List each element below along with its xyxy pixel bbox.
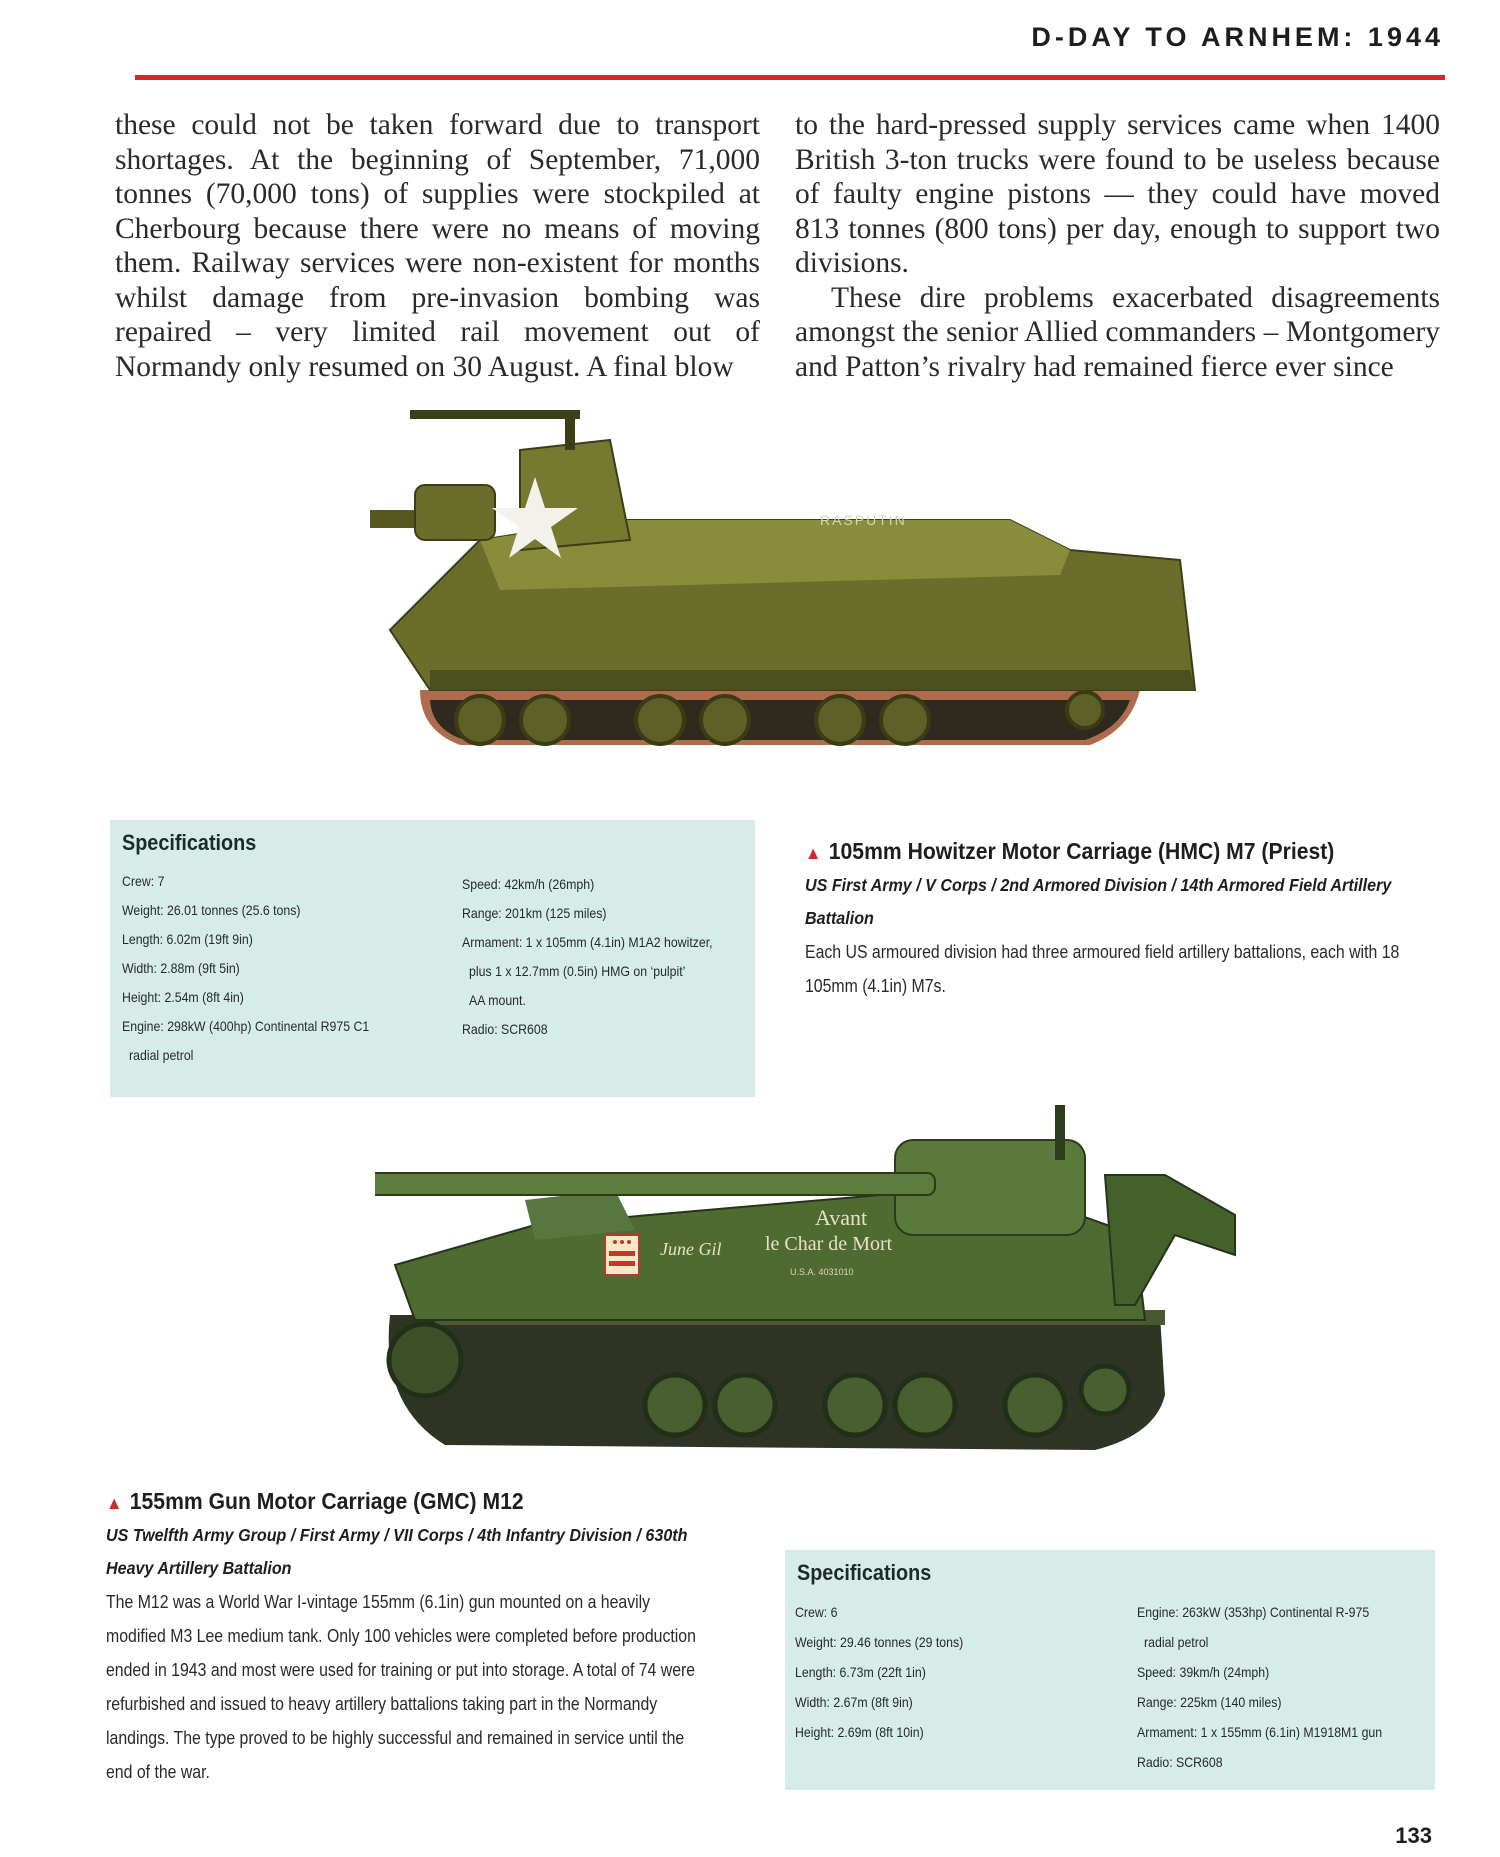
- body-column-right: [795, 108, 1440, 384]
- caption-title: [805, 838, 1431, 865]
- spec-line: Width: 2.67m (8ft 9in): [795, 1694, 913, 1710]
- spec-line: Crew: 6: [795, 1604, 838, 1620]
- body-paragraph: these could not be taken forward due to transport shortages. At the beginning of September, 71,000 tonnes (70,000 tons) of supplies were stockpiled at Cherbourg because there were no means of moving them. Railway services were non-existent for months whilst damage from pre-invasion bombing was repaired – very limited rail movement out of Normandy only resumed on 30 August. A final blow: [115, 109, 760, 383]
- spec-line: Length: 6.73m (22ft 1in): [795, 1664, 926, 1680]
- m12-gun-breech: [895, 1105, 1085, 1235]
- header-rule: [135, 75, 1445, 80]
- spec-line: Width: 2.88m (9ft 5in): [122, 960, 240, 976]
- body-column-left: [115, 108, 760, 384]
- spec-line: Crew: 7: [122, 873, 165, 889]
- spec-line: Range: 201km (125 miles): [462, 905, 607, 921]
- running-head: D-DAY TO ARNHEM: 1944: [1031, 22, 1444, 52]
- spec-line: Height: 2.54m (8ft 4in): [122, 989, 244, 1005]
- m7-machine-gun: [410, 410, 580, 419]
- m7-hull: [390, 520, 1195, 690]
- spec-line: radial petrol: [129, 1047, 194, 1063]
- body-paragraph: These dire problems exacerbated disagreements amongst the senior Allied commanders – Montgomery and Patton’s rivalry had remained fierce ever since: [795, 281, 1440, 383]
- caption-title-text: 105mm Howitzer Motor Carriage (HMC) M7 (Priest): [828, 838, 1335, 864]
- triangle-marker-icon: ▲: [805, 843, 822, 863]
- spec-line: Speed: 39km/h (24mph): [1137, 1664, 1270, 1680]
- spec-line: Radio: SCR608: [1137, 1754, 1223, 1770]
- spec-line: Armament: 1 x 155mm (6.1in) M1918M1 gun: [1137, 1724, 1383, 1740]
- caption-title: [106, 1488, 732, 1515]
- spec-line: Radio: SCR608: [462, 1021, 548, 1037]
- m12-caption: [106, 1488, 786, 1789]
- caption-unit: US Twelfth Army Group / First Army / VII Corps / 4th Infantry Division / 630th Heavy Artillery Battalion: [106, 1525, 688, 1578]
- spec-line: plus 1 x 12.7mm (0.5in) HMG on ‘pulpit’: [469, 963, 686, 979]
- spec-line: radial petrol: [1144, 1634, 1209, 1650]
- m12-nickname: June Gil: [660, 1239, 722, 1259]
- spec-line: Speed: 42km/h (26mph): [462, 876, 595, 892]
- body-paragraph: to the hard-pressed supply services came when 1400 British 3-ton trucks were found to be useless because of faulty engine pistons — they could have moved 813 tonnes (800 tons) per day, enough to support two divisions.: [795, 109, 1440, 279]
- spec-column-left: [122, 867, 369, 1070]
- m12-recoil-spade: [1105, 1175, 1235, 1305]
- m12-name-line1: Avant: [815, 1205, 868, 1230]
- spec-line: Armament: 1 x 105mm (4.1in) M1A2 howitzer,: [462, 934, 713, 950]
- spec-line: AA mount.: [469, 992, 526, 1008]
- m7-howitzer: [370, 485, 495, 540]
- spec-line: Length: 6.02m (19ft 9in): [122, 931, 253, 947]
- caption-title-text: 155mm Gun Motor Carriage (GMC) M12: [129, 1488, 524, 1514]
- spec-line: Height: 2.69m (8ft 10in): [795, 1724, 924, 1740]
- caption-unit: US First Army / V Corps / 2nd Armored Division / 14th Armored Field Artillery Battalion: [805, 875, 1392, 928]
- spec-line: Engine: 298kW (400hp) Continental R975 C1: [122, 1018, 370, 1034]
- m7-caption: [805, 838, 1485, 1003]
- spec-line: Weight: 29.46 tonnes (29 tons): [795, 1634, 964, 1650]
- m7-hull-marking: RASPUTIN: [820, 512, 907, 528]
- m12-flag-insignia: [605, 1235, 639, 1275]
- spec-line: Range: 225km (140 miles): [1137, 1694, 1282, 1710]
- m12-specifications: [785, 1550, 1435, 1790]
- page-number: 133: [1395, 1823, 1432, 1848]
- spec-line: Weight: 26.01 tonnes (25.6 tons): [122, 902, 301, 918]
- spec-line: Engine: 263kW (353hp) Continental R-975: [1137, 1604, 1370, 1620]
- caption-description: The M12 was a World War I-vintage 155mm (6.1in) gun mounted on a heavily modified M3 Lee medium tank. Only 100 vehicles were completed before production ended in 1943 and most were used for training or put into storage. A total of 74 were refurbished and issued to heavy artillery battalions taking part in the Normandy landings. The type proved to be highly successful and remained in service until the end of the war.: [106, 1592, 696, 1782]
- triangle-marker-icon: ▲: [106, 1493, 123, 1513]
- m12-gmc-illustration: [375, 1105, 1425, 1485]
- spec-column-left: [795, 1597, 963, 1747]
- m12-name-line2: le Char de Mort: [765, 1233, 893, 1255]
- m12-gun-barrel: [375, 1173, 935, 1195]
- caption-description: Each US armoured division had three armoured field artillery battalions, each with 18 105mm (4.1in) M7s.: [805, 942, 1400, 996]
- m12-serial: U.S.A. 4031010: [790, 1267, 854, 1277]
- spec-title: Specifications: [122, 830, 257, 855]
- spec-column-right: [1137, 1597, 1382, 1777]
- spec-title: Specifications: [797, 1560, 932, 1585]
- m7-priest-illustration: [370, 400, 1200, 800]
- spec-column-right: [462, 870, 713, 1044]
- m7-specifications: [110, 820, 755, 1097]
